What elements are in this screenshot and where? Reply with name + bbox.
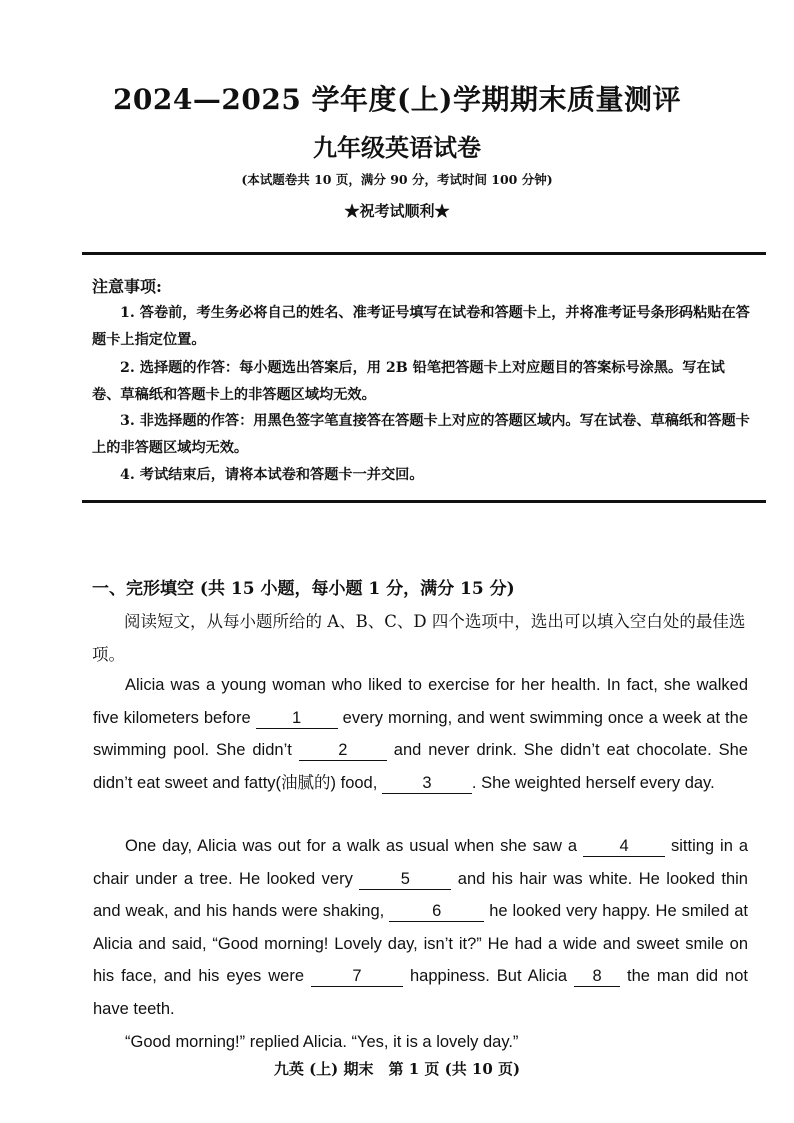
notice-item: 2. 选择题的作答：每小题选出答案后，用 2B 铅笔把答题卡上对应题目的答案标号涂黑。写在试卷、草稿纸和答题卡上的非答题区域均无效。	[92, 360, 725, 403]
good-luck-line: ★祝考试顺利★	[344, 202, 450, 220]
passage-text: Alicia was a young woman who liked to exercise for her health. In fact, she walked five kilometers before	[93, 676, 748, 727]
exam-info: (本试题卷共 10 页，满分 90 分，考试时间 100 分钟)	[241, 172, 553, 187]
passage-text: happiness. But Alicia	[409, 967, 568, 985]
passage-text: the man did not have teeth.	[93, 967, 748, 1018]
section-title: 一、完形填空 (共 15 小题，每小题 1 分，满分 15 分)	[92, 579, 515, 599]
passage-text: every morning, and went swimming once a week at the swimming pool. She didn’t	[93, 708, 748, 759]
passage-text: he looked very happy. He smiled at Alicia and said, “Good morning! Lovely day, isn’t it?” He had a wide and sweet smile on his face, and his eyes were	[93, 902, 748, 985]
passage-text: and his hair was white. He looked thin and weak, and his hands were shaking,	[93, 869, 748, 920]
passage-paragraph-1	[93, 669, 748, 799]
blank-7: 7	[311, 966, 403, 987]
notice-item: 4. 考试结束后，请将本试卷和答题卡一并交回。	[120, 467, 424, 483]
passage-paragraph-2	[93, 830, 748, 1025]
blank-2: 2	[299, 740, 387, 761]
passage-text: One day, Alicia was out for a walk as usual when she saw a	[125, 837, 578, 855]
blank-4: 4	[583, 836, 665, 857]
passage-text: . She weighted herself every day.	[471, 773, 715, 792]
passage-text: and never drink. She didn’t eat chocolate. She didn’t eat sweet and fatty(油腻的) food,	[93, 741, 748, 792]
blank-8: 8	[574, 966, 620, 987]
blank-3: 3	[382, 773, 472, 794]
blank-6: 6	[389, 901, 484, 922]
notice-item: 3. 非选择题的作答：用黑色签字笔直接答在答题卡上对应的答题区域内。写在试卷、草稿纸和答题卡上的非答题区域均无效。	[92, 413, 750, 456]
notice-heading: 注意事项:	[92, 277, 162, 296]
bottom-divider	[82, 500, 766, 503]
blank-1: 1	[256, 708, 338, 729]
page-footer: 九英 (上) 期末 第 1 页 (共 10 页)	[273, 1060, 521, 1078]
notice-item: 1. 答卷前，考生务必将自己的姓名、准考证号填写在试卷和答题卡上，并将准考证号条形码粘贴在答题卡上指定位置。	[92, 305, 750, 348]
passage-text: sitting in a chair under a tree. He looked very	[93, 837, 748, 888]
top-divider	[82, 252, 766, 255]
exam-title: 2024—2025 学年度(上)学期期末质量测评	[112, 83, 682, 116]
passage-paragraph-3: “Good morning!” replied Alicia. “Yes, it is a lovely day.”	[125, 1033, 519, 1051]
blank-5: 5	[359, 869, 451, 890]
exam-subtitle: 九年级英语试卷	[313, 133, 481, 162]
section-instruction: 阅读短文，从每小题所给的 A、B、C、D 四个选项中，选出可以填入空白处的最佳选项。	[92, 612, 746, 664]
